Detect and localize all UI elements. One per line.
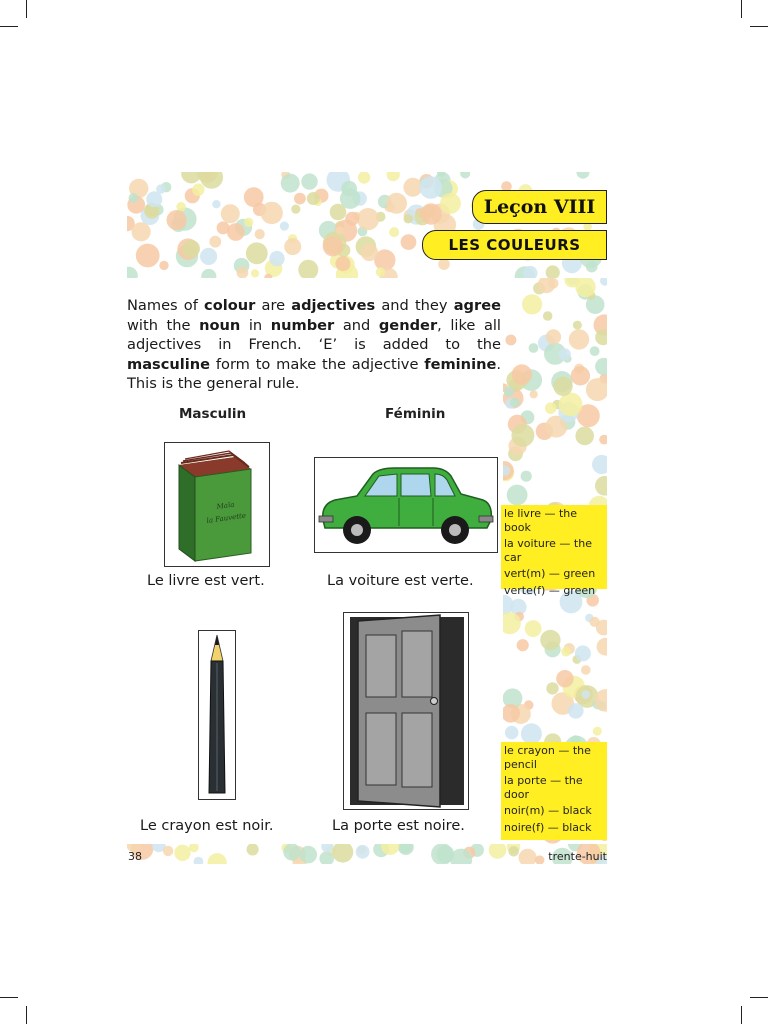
polka-dot [208, 853, 227, 864]
vocab-entry: le livre — the book [504, 507, 578, 534]
polka-dot [132, 222, 151, 241]
polka-dot [159, 261, 168, 270]
polka-dot-background-top [127, 172, 607, 278]
caption-book: Le livre est vert. [147, 573, 265, 589]
polka-dot [281, 174, 300, 193]
polka-dot [401, 234, 417, 250]
polka-dot [505, 335, 516, 346]
polka-dot [419, 176, 442, 199]
polka-dot [577, 172, 590, 179]
page-number: 38 [128, 850, 142, 863]
crop-mark [741, 0, 742, 18]
keyword: masculine [127, 355, 211, 373]
polka-dot [301, 173, 317, 189]
caption-door: La porte est noire. [332, 818, 465, 834]
polka-dot [595, 358, 607, 375]
vocab-entry: verte(f) — green [504, 583, 596, 597]
car-illustration [314, 457, 498, 553]
polka-dot [597, 638, 607, 656]
polka-dot [556, 670, 573, 687]
polka-dot [247, 844, 259, 856]
polka-dot [174, 845, 190, 861]
polka-dot [212, 200, 220, 208]
polka-dot [504, 386, 514, 396]
polka-dot [200, 248, 217, 265]
polka-dot [358, 172, 370, 184]
lesson-subtitle: LES COULEURS [422, 230, 607, 260]
page-number-word: trente-huit [548, 850, 607, 863]
polka-dot [595, 476, 607, 496]
polka-dot [376, 267, 385, 276]
keyword: gender [378, 316, 438, 334]
polka-dot [540, 630, 560, 650]
vocab-entry: vert(m) — green [504, 567, 596, 580]
polka-dot [404, 214, 413, 223]
polka-dot [512, 364, 532, 384]
polka-dot [251, 269, 259, 277]
keyword: noun [199, 316, 241, 334]
book-cover-title: Maïa [216, 500, 235, 511]
vocabulary-box-black [501, 742, 607, 840]
vocab-entry: le crayon — the pencil [504, 744, 591, 771]
polka-dot [521, 471, 532, 482]
crop-mark [750, 997, 768, 998]
polka-dot [356, 845, 370, 859]
crop-mark [750, 26, 768, 27]
polka-dot [545, 402, 557, 414]
polka-dot [559, 348, 571, 360]
lesson-title: Leçon VIII [472, 190, 607, 224]
textbook-page [127, 172, 607, 864]
keyword: number [270, 316, 335, 334]
polka-dot [519, 849, 537, 864]
polka-dot [181, 172, 201, 183]
polka-dot [530, 390, 538, 398]
polka-dot [553, 377, 572, 396]
polka-dot [510, 398, 520, 408]
polka-dot [546, 329, 561, 344]
polka-dot [593, 727, 602, 736]
polka-dot [283, 844, 300, 861]
polka-dot [559, 393, 583, 417]
polka-dot [307, 192, 320, 205]
polka-dot [209, 236, 221, 248]
polka-dot [237, 267, 249, 278]
polka-dot [294, 193, 306, 205]
crop-mark [0, 26, 18, 27]
polka-dot [127, 267, 138, 278]
column-heading-masculine: Masculin [179, 406, 247, 422]
polka-dot [582, 690, 591, 699]
caption-pencil: Le crayon est noir. [140, 818, 274, 834]
polka-dot [167, 210, 187, 230]
polka-dot [568, 703, 584, 719]
polka-dot [420, 203, 441, 224]
book-illustration [164, 442, 270, 567]
polka-dot [517, 639, 529, 651]
polka-dot [546, 682, 558, 694]
polka-dot [573, 321, 582, 330]
crop-mark [0, 997, 18, 998]
polka-dot [261, 202, 283, 224]
book-cover-subtitle: la Fauvette [206, 511, 247, 525]
polka-dot [340, 188, 361, 209]
polka-dot [194, 857, 204, 864]
polka-dot [163, 846, 173, 856]
polka-dot [522, 294, 542, 314]
door-illustration [343, 612, 469, 810]
polka-dot [291, 205, 300, 214]
polka-dot [543, 311, 553, 321]
polka-dot [525, 620, 542, 637]
polka-dot [440, 193, 461, 214]
polka-dot [336, 226, 344, 234]
vocab-entry: la voiture — the car [504, 537, 592, 564]
intro-paragraph: Names of colour are adjectives and they agree with the noun in number and gender, like all adjectives in French. ‘E’ is added to the masculine form to make the adjective feminine. This is the general rule. [127, 297, 501, 393]
polka-dot [386, 193, 407, 214]
keyword: agree [453, 297, 501, 314]
keyword: colour [204, 297, 256, 314]
column-heading-feminine: Féminin [385, 406, 446, 422]
vocab-entry: noire(f) — black [504, 820, 592, 834]
polka-dot [246, 242, 268, 264]
polka-dot [357, 208, 379, 230]
polka-dot [592, 455, 607, 474]
polka-dot [280, 222, 289, 231]
polka-dot [389, 227, 399, 237]
polka-dot [508, 846, 519, 857]
polka-dot [227, 223, 245, 241]
polka-dot [600, 278, 607, 286]
polka-dot [361, 244, 378, 261]
polka-dot [156, 184, 166, 194]
polka-dot [581, 665, 591, 675]
polka-dot [269, 251, 284, 266]
polka-dot [183, 240, 200, 257]
keyword: adjectives [291, 297, 376, 314]
crop-mark [26, 0, 27, 18]
crop-mark [741, 1006, 742, 1024]
polka-dot [332, 844, 353, 863]
polka-dot [529, 343, 539, 353]
polka-dot [571, 366, 590, 385]
polka-dot [546, 265, 560, 278]
polka-dot [569, 329, 589, 349]
polka-dot [336, 256, 351, 271]
caption-car: La voiture est verte. [327, 573, 474, 589]
polka-dot [345, 212, 359, 226]
polka-dot [575, 427, 594, 446]
polka-dot [221, 204, 240, 223]
polka-dot-background-bottom [127, 844, 607, 864]
polka-dot [599, 435, 607, 445]
polka-dot [298, 260, 318, 278]
polka-dot [511, 424, 534, 447]
polka-dot [192, 184, 204, 196]
polka-dot [489, 844, 507, 859]
polka-dot [438, 258, 450, 270]
polka-dot [255, 229, 265, 239]
polka-dot [284, 238, 301, 255]
vocabulary-box-green [501, 505, 607, 597]
polka-dot [505, 726, 519, 740]
vocab-entry: noir(m) — black [504, 804, 592, 817]
pencil-illustration [198, 630, 236, 800]
polka-dot [244, 218, 253, 227]
polka-dot [299, 846, 317, 864]
polka-dot [575, 645, 591, 661]
polka-dot [590, 346, 600, 356]
keyword: feminine [424, 355, 497, 373]
polka-dot [586, 261, 598, 273]
polka-dot [201, 269, 216, 278]
polka-dot [323, 236, 343, 256]
polka-dot [460, 172, 470, 179]
polka-dot [507, 485, 528, 506]
polka-dot [136, 244, 160, 268]
polka-dot [387, 172, 400, 181]
polka-dot [586, 378, 607, 401]
polka-dot [561, 647, 571, 657]
polka-dot [548, 278, 559, 289]
polka-dot [129, 193, 139, 203]
vocab-entry: la porte — the door [504, 774, 583, 801]
crop-mark [26, 1006, 27, 1024]
